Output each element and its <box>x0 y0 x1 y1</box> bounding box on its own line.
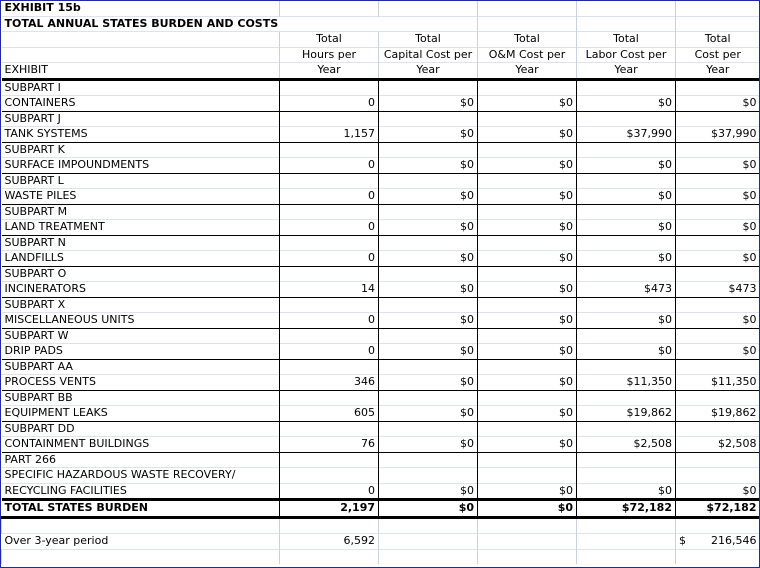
header-hours-2: Hours per <box>280 47 379 63</box>
subpart-row-label <box>2 359 760 375</box>
capital-cost-value: $0 <box>379 282 478 298</box>
om-cost-value: $0 <box>478 313 577 329</box>
subpart-name: SUBPART K <box>2 142 280 158</box>
capital-cost-value: $0 <box>379 96 478 112</box>
subpart-description: INCINERATORS <box>2 282 280 298</box>
total-cost-value: $0 <box>676 158 760 174</box>
om-cost-value: $0 <box>478 344 577 360</box>
labor-cost-value: $0 <box>577 96 676 112</box>
om-cost-value: $0 <box>478 251 577 267</box>
hours-value: 0 <box>280 158 379 174</box>
subpart-row-values <box>2 251 760 267</box>
capital-cost-value: $0 <box>379 437 478 453</box>
subpart-name: SUBPART O <box>2 266 280 282</box>
subpart-description: LAND TREATMENT <box>2 220 280 236</box>
hours-value: 605 <box>280 406 379 422</box>
hours-value: 76 <box>280 437 379 453</box>
total-cost-value: $0 <box>676 344 760 360</box>
three-year-label: Over 3-year period <box>2 534 280 550</box>
header-exhibit: EXHIBIT <box>2 63 280 80</box>
om-cost-value: $0 <box>478 483 577 500</box>
labor-cost-value: $37,990 <box>577 127 676 143</box>
subpart-row-values <box>2 220 760 236</box>
hours-value: 0 <box>280 344 379 360</box>
header-row-2 <box>2 47 760 63</box>
labor-cost-value: $0 <box>577 344 676 360</box>
subpart-row-label <box>2 173 760 189</box>
capital-cost-value: $0 <box>379 483 478 500</box>
subpart-description: CONTAINERS <box>2 96 280 112</box>
labor-cost-value: $0 <box>577 251 676 267</box>
labor-cost-value: $0 <box>577 220 676 236</box>
subpart-name: SUBPART M <box>2 204 280 220</box>
total-hours: 2,197 <box>280 500 379 518</box>
header-row-1 <box>2 32 760 48</box>
hours-value: 346 <box>280 375 379 391</box>
subpart-row-label <box>2 142 760 158</box>
header-cost-3: Year <box>676 63 760 80</box>
total-cost-value: $0 <box>676 251 760 267</box>
hours-value: 0 <box>280 251 379 267</box>
total-total-cost: $72,182 <box>676 500 760 518</box>
hours-value: 0 <box>280 483 379 500</box>
subpart-name: SUBPART J <box>2 111 280 127</box>
header-om-2: O&M Cost per <box>478 47 577 63</box>
capital-cost-value: $0 <box>379 189 478 205</box>
header-labor-3: Year <box>577 63 676 80</box>
capital-cost-value: $0 <box>379 127 478 143</box>
exhibit-number: EXHIBIT 15b <box>4 1 81 15</box>
om-cost-value: $0 <box>478 158 577 174</box>
subpart-row-values <box>2 282 760 298</box>
total-cost-value: $473 <box>676 282 760 298</box>
subpart-description: TANK SYSTEMS <box>2 127 280 143</box>
capital-cost-value: $0 <box>379 220 478 236</box>
labor-cost-value: $19,862 <box>577 406 676 422</box>
subpart-row-values <box>2 313 760 329</box>
hours-value: 1,157 <box>280 127 379 143</box>
subpart-row-values <box>2 189 760 205</box>
subpart-description: WASTE PILES <box>2 189 280 205</box>
subpart-name: SUBPART BB <box>2 390 280 406</box>
header-row-3 <box>2 63 760 80</box>
capital-cost-value: $0 <box>379 158 478 174</box>
subpart-name: SUBPART W <box>2 328 280 344</box>
subpart-row-values <box>2 375 760 391</box>
subpart-description: SURFACE IMPOUNDMENTS <box>2 158 280 174</box>
om-cost-value: $0 <box>478 127 577 143</box>
om-cost-value: $0 <box>478 96 577 112</box>
capital-cost-value: $0 <box>379 406 478 422</box>
subpart-description: CONTAINMENT BUILDINGS <box>2 437 280 453</box>
subpart-row-label <box>2 390 760 406</box>
subpart-description: DRIP PADS <box>2 344 280 360</box>
part266-row-desc <box>2 468 760 484</box>
subpart-name: SUBPART AA <box>2 359 280 375</box>
om-cost-value: $0 <box>478 220 577 236</box>
subpart-row-label <box>2 79 760 96</box>
three-year-cost-cell <box>676 534 760 550</box>
subpart-row-values <box>2 127 760 143</box>
capital-cost-value: $0 <box>379 313 478 329</box>
subpart-row-values <box>2 158 760 174</box>
subpart-description: MISCELLANEOUS UNITS <box>2 313 280 329</box>
header-capital-2: Capital Cost per <box>379 47 478 63</box>
subpart-row-label <box>2 328 760 344</box>
subpart-row-values <box>2 406 760 422</box>
part266-row-label <box>2 452 760 468</box>
om-cost-value: $0 <box>478 375 577 391</box>
header-hours-1: Total <box>280 32 379 48</box>
total-row <box>2 500 760 518</box>
subpart-name: SUBPART X <box>2 297 280 313</box>
header-capital-3: Year <box>379 63 478 80</box>
capital-cost-value: $0 <box>379 251 478 267</box>
header-labor-2: Labor Cost per <box>577 47 676 63</box>
om-cost-value: $0 <box>478 189 577 205</box>
labor-cost-value: $0 <box>577 158 676 174</box>
exhibit-row <box>2 1 760 16</box>
total-cost-value: $0 <box>676 189 760 205</box>
capital-cost-value: $0 <box>379 344 478 360</box>
om-cost-value: $0 <box>478 437 577 453</box>
header-labor-1: Total <box>577 32 676 48</box>
header-om-3: Year <box>478 63 577 80</box>
capital-cost-value: $0 <box>379 375 478 391</box>
part-name: PART 266 <box>2 452 280 468</box>
subpart-row-values <box>2 344 760 360</box>
subpart-name: SUBPART L <box>2 173 280 189</box>
three-year-row <box>2 534 760 550</box>
total-cost-value: $0 <box>676 96 760 112</box>
hours-value: 0 <box>280 220 379 236</box>
table-title: TOTAL ANNUAL STATES BURDEN AND COSTS <box>2 16 478 32</box>
total-om-cost: $0 <box>478 500 577 518</box>
labor-cost-value: $11,350 <box>577 375 676 391</box>
subpart-row-label <box>2 204 760 220</box>
header-om-1: Total <box>478 32 577 48</box>
header-hours-3: Year <box>280 63 379 80</box>
labor-cost-value: $0 <box>577 483 676 500</box>
trailing-row <box>2 549 760 564</box>
subpart-row-label <box>2 111 760 127</box>
subpart-name: SUBPART I <box>2 79 280 96</box>
subpart-description: EQUIPMENT LEAKS <box>2 406 280 422</box>
total-cost-value: $2,508 <box>676 437 760 453</box>
header-cost-2: Cost per <box>676 47 760 63</box>
header-cost-1: Total <box>676 32 760 48</box>
spacer-row <box>2 517 760 534</box>
burden-table <box>1 1 760 564</box>
total-label: TOTAL STATES BURDEN <box>2 500 280 518</box>
three-year-hours: 6,592 <box>280 534 379 550</box>
header-capital-1: Total <box>379 32 478 48</box>
part-description-cont: RECYCLING FACILITIES <box>2 483 280 500</box>
currency-symbol: $ <box>679 534 686 548</box>
labor-cost-value: $0 <box>577 189 676 205</box>
three-year-cost <box>679 534 757 548</box>
subpart-row-label <box>2 235 760 251</box>
total-labor-cost: $72,182 <box>577 500 676 518</box>
subpart-description: PROCESS VENTS <box>2 375 280 391</box>
part-description: SPECIFIC HAZARDOUS WASTE RECOVERY/ <box>2 468 280 484</box>
total-cost-value: $0 <box>676 313 760 329</box>
labor-cost-value: $473 <box>577 282 676 298</box>
three-year-cost-value: 216,546 <box>711 534 757 548</box>
hours-value: 0 <box>280 313 379 329</box>
total-cost-value: $19,862 <box>676 406 760 422</box>
labor-cost-value: $0 <box>577 313 676 329</box>
total-cost-value: $0 <box>676 483 760 500</box>
hours-value: 0 <box>280 189 379 205</box>
labor-cost-value: $2,508 <box>577 437 676 453</box>
hours-value: 0 <box>280 96 379 112</box>
hours-value: 14 <box>280 282 379 298</box>
title-row <box>2 16 760 32</box>
subpart-row-values <box>2 437 760 453</box>
subpart-description: LANDFILLS <box>2 251 280 267</box>
total-capital-cost: $0 <box>379 500 478 518</box>
part266-row-values <box>2 483 760 500</box>
subpart-row-label <box>2 421 760 437</box>
om-cost-value: $0 <box>478 282 577 298</box>
subpart-row-label <box>2 266 760 282</box>
total-cost-value: $0 <box>676 220 760 236</box>
om-cost-value: $0 <box>478 406 577 422</box>
subpart-name: SUBPART DD <box>2 421 280 437</box>
subpart-row-values <box>2 96 760 112</box>
subpart-row-label <box>2 297 760 313</box>
subpart-name: SUBPART N <box>2 235 280 251</box>
total-cost-value: $11,350 <box>676 375 760 391</box>
total-cost-value: $37,990 <box>676 127 760 143</box>
